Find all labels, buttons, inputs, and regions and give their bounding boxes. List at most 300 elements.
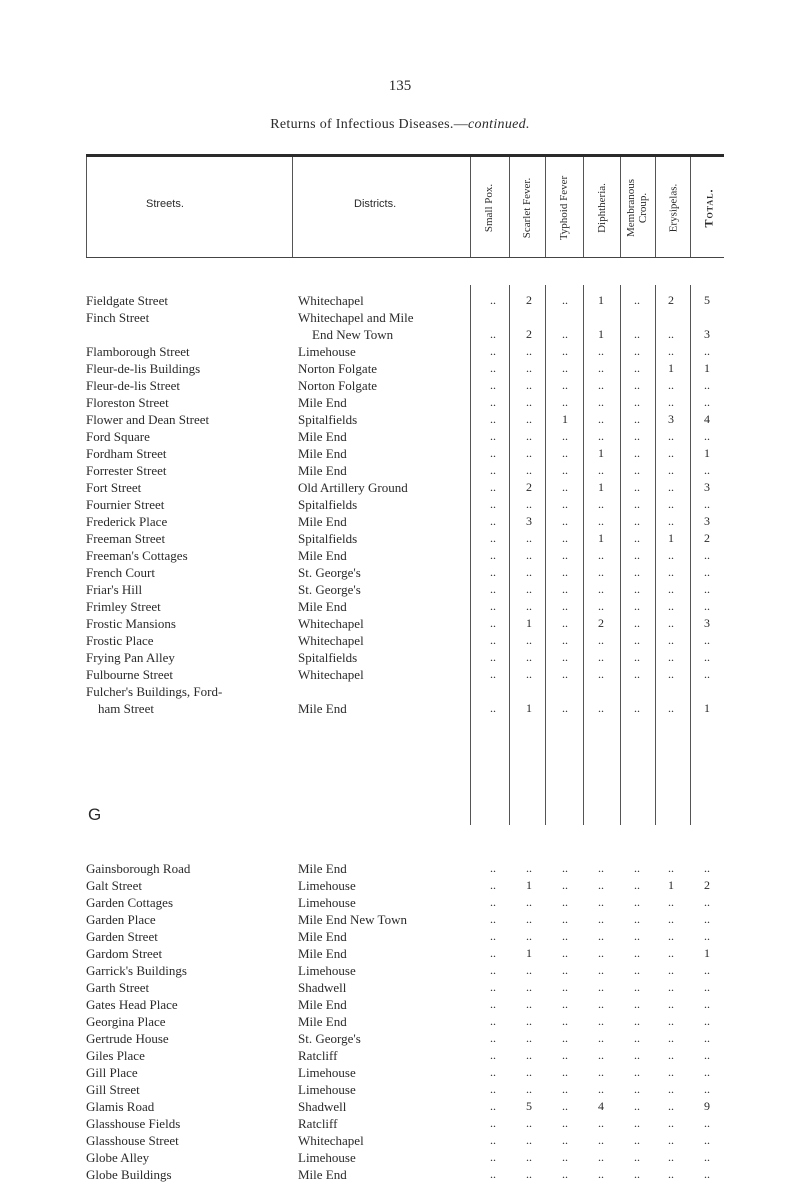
cell-membranous-croup: .. [634,861,640,875]
cell-typhoid-fever: 1 [562,412,568,426]
column-divider [583,157,584,257]
cell-typhoid-fever: .. [562,1167,568,1181]
cell-total: .. [704,1082,710,1096]
cell-erysipelas: .. [668,946,674,960]
cell-scarlet-fever: 2 [526,327,532,341]
cell-total: .. [704,1150,710,1164]
cell-small-pox: .. [490,912,496,926]
cell-typhoid-fever: .. [562,912,568,926]
table-row [86,513,726,530]
cell-diphtheria: .. [598,1031,604,1045]
cell-typhoid-fever: .. [562,565,568,579]
district-name: Limehouse [298,895,356,910]
district-name: Mile End [298,599,347,614]
cell-small-pox: .. [490,1150,496,1164]
cell-typhoid-fever: .. [562,378,568,392]
cell-scarlet-fever: .. [526,395,532,409]
cell-total: .. [704,548,710,562]
cell-membranous-croup: .. [634,929,640,943]
table-row [86,962,726,979]
table-row [86,581,726,598]
cell-typhoid-fever: .. [562,599,568,613]
cell-erysipelas: .. [668,912,674,926]
cell-small-pox: .. [490,293,496,307]
cell-diphtheria: .. [598,1167,604,1181]
cell-small-pox: .. [490,480,496,494]
column-divider [470,157,471,257]
district-name: Mile End [298,1167,347,1182]
cell-total: .. [704,861,710,875]
table-row [86,911,726,928]
cell-membranous-croup: .. [634,497,640,511]
cell-scarlet-fever: .. [526,929,532,943]
cell-scarlet-fever: .. [526,1014,532,1028]
table-row [86,564,726,581]
cell-erysipelas: .. [668,1082,674,1096]
table-row [86,666,726,683]
cell-erysipelas: .. [668,378,674,392]
cell-typhoid-fever: .. [562,1133,568,1147]
table-row [86,547,726,564]
district-name: Mile End [298,946,347,961]
cell-total: 2 [704,878,710,892]
cell-membranous-croup: .. [634,1065,640,1079]
cell-total: .. [704,895,710,909]
cell-typhoid-fever: .. [562,480,568,494]
cell-scarlet-fever: .. [526,429,532,443]
table-row [86,1064,726,1081]
street-name: Gardom Street [86,946,163,961]
cell-membranous-croup: .. [634,1031,640,1045]
page-number: 135 [388,78,412,94]
cell-small-pox: .. [490,378,496,392]
cell-erysipelas: .. [668,997,674,1011]
cell-total: .. [704,1048,710,1062]
cell-small-pox: .. [490,463,496,477]
cell-small-pox: .. [490,616,496,630]
cell-membranous-croup: .. [634,946,640,960]
cell-total: .. [704,463,710,477]
cell-small-pox: .. [490,446,496,460]
column-divider [509,157,510,257]
cell-membranous-croup: .. [634,582,640,596]
street-name: Frostic Place [86,633,154,648]
cell-membranous-croup: .. [634,293,640,307]
cell-typhoid-fever: .. [562,293,568,307]
cell-erysipelas: .. [668,963,674,977]
cell-typhoid-fever: .. [562,701,568,715]
cell-total: .. [704,1014,710,1028]
cell-diphtheria: .. [598,565,604,579]
cell-typhoid-fever: .. [562,446,568,460]
district-name: Mile End [298,861,347,876]
cell-total: .. [704,378,710,392]
cell-membranous-croup: .. [634,412,640,426]
cell-scarlet-fever: .. [526,963,532,977]
cell-small-pox: .. [490,650,496,664]
cell-small-pox: .. [490,327,496,341]
cell-total: 5 [704,293,710,307]
cell-total: 3 [704,327,710,341]
cell-small-pox: .. [490,878,496,892]
cell-typhoid-fever: .. [562,1082,568,1096]
table-row [86,1098,726,1115]
cell-typhoid-fever: .. [562,582,568,596]
cell-total: 4 [704,412,710,426]
cell-scarlet-fever: .. [526,997,532,1011]
street-name: Frederick Place [86,514,168,529]
column-divider [655,157,656,257]
cell-erysipelas: .. [668,1031,674,1045]
cell-small-pox: .. [490,946,496,960]
table-row [86,860,726,877]
cell-scarlet-fever: .. [526,1150,532,1164]
table-row [86,649,726,666]
cell-erysipelas: .. [668,480,674,494]
cell-small-pox: .. [490,412,496,426]
street-name: Georgina Place [86,1014,166,1029]
cell-typhoid-fever: .. [562,1014,568,1028]
cell-total: 2 [704,531,710,545]
street-name: Frimley Street [86,599,161,614]
header-streets: Streets. [146,198,184,210]
cell-erysipelas: .. [668,446,674,460]
cell-small-pox: .. [490,582,496,596]
district-name: Limehouse [298,1082,356,1097]
cell-membranous-croup: .. [634,895,640,909]
table-row [86,979,726,996]
cell-scarlet-fever: .. [526,1116,532,1130]
header-typhoid-fever: Typhoid Fever [558,175,570,240]
street-name: Friar's Hill [86,582,143,597]
cell-membranous-croup: .. [634,514,640,528]
cell-erysipelas: .. [668,633,674,647]
cell-erysipelas: .. [668,514,674,528]
cell-scarlet-fever: 2 [526,293,532,307]
district-name: Mile End [298,429,347,444]
cell-membranous-croup: .. [634,1082,640,1096]
table-row [86,343,726,360]
column-divider [545,157,546,257]
caption-continued: continued. [468,117,530,132]
cell-typhoid-fever: .. [562,344,568,358]
street-name: Glamis Road [86,1099,155,1114]
cell-erysipelas: .. [668,650,674,664]
cell-membranous-croup: .. [634,650,640,664]
district-name: Mile End [298,514,347,529]
table-row [86,894,726,911]
street-name: Fournier Street [86,497,165,512]
table-row [86,1149,726,1166]
cell-typhoid-fever: .. [562,1031,568,1045]
district-name: Whitechapel [298,293,364,308]
district-name: St. George's [298,1031,361,1046]
header-scarlet-fever: Scarlet Fever. [521,177,534,238]
cell-total: .. [704,582,710,596]
cell-erysipelas: .. [668,861,674,875]
table-row [86,394,726,411]
cell-typhoid-fever: .. [562,514,568,528]
cell-scarlet-fever: .. [526,912,532,926]
cell-membranous-croup: .. [634,878,640,892]
cell-diphtheria: .. [598,633,604,647]
cell-typhoid-fever: .. [562,1065,568,1079]
cell-small-pox: .. [490,429,496,443]
cell-erysipelas: .. [668,616,674,630]
cell-erysipelas: .. [668,929,674,943]
cell-diphtheria: .. [598,378,604,392]
cell-erysipelas: .. [668,1099,674,1113]
cell-typhoid-fever: .. [562,548,568,562]
street-name: Frostic Mansions [86,616,176,631]
street-name: Forrester Street [86,463,167,478]
header-small-pox: Small Pox. [483,183,496,232]
cell-diphtheria: .. [598,1048,604,1062]
district-name: Limehouse [298,963,356,978]
district-name: Ratcliff [298,1116,338,1131]
cell-erysipelas: .. [668,582,674,596]
column-divider [86,157,87,257]
cell-erysipelas: 1 [668,878,674,892]
street-name: Fulbourne Street [86,667,174,682]
cell-total: .. [704,497,710,511]
cell-total: 3 [704,514,710,528]
street-name: Gates Head Place [86,997,178,1012]
cell-erysipelas: .. [668,599,674,613]
header-bottom-rule [86,257,724,258]
header-total: Total. [702,187,716,228]
street-name: Gertrude House [86,1031,169,1046]
cell-membranous-croup: .. [634,1167,640,1181]
cell-typhoid-fever: .. [562,997,568,1011]
cell-diphtheria: .. [598,412,604,426]
cell-typhoid-fever: .. [562,463,568,477]
cell-diphtheria: .. [598,997,604,1011]
cell-erysipelas: .. [668,1048,674,1062]
cell-membranous-croup: .. [634,616,640,630]
cell-scarlet-fever: .. [526,1065,532,1079]
cell-membranous-croup: .. [634,395,640,409]
cell-membranous-croup: .. [634,378,640,392]
cell-erysipelas: .. [668,895,674,909]
cell-diphtheria: .. [598,514,604,528]
district-name: Ratcliff [298,1048,338,1063]
cell-membranous-croup: .. [634,548,640,562]
cell-total: 1 [704,701,710,715]
table-row [86,1030,726,1047]
cell-membranous-croup: .. [634,912,640,926]
cell-total: .. [704,912,710,926]
cell-erysipelas: 2 [668,293,674,307]
cell-small-pox: .. [490,1167,496,1181]
cell-diphtheria: .. [598,599,604,613]
cell-total: .. [704,997,710,1011]
cell-scarlet-fever: 1 [526,878,532,892]
cell-diphtheria: .. [598,548,604,562]
cell-diphtheria: 1 [598,531,604,545]
cell-small-pox: .. [490,895,496,909]
cell-scarlet-fever: .. [526,667,532,681]
table-row [86,496,726,513]
street-name: Fleur-de-lis Buildings [86,361,201,376]
cell-small-pox: .. [490,963,496,977]
cell-scarlet-fever: 1 [526,701,532,715]
street-name: Flamborough Street [86,344,190,359]
cell-diphtheria: .. [598,946,604,960]
cell-scarlet-fever: .. [526,1082,532,1096]
district-name: Mile End [298,446,347,461]
cell-typhoid-fever: .. [562,650,568,664]
table-row [86,428,726,445]
cell-diphtheria: 2 [598,616,604,630]
street-name: Finch Street [86,310,150,325]
district-name: St. George's [298,582,361,597]
cell-total: .. [704,667,710,681]
cell-diphtheria: .. [598,963,604,977]
street-name: Garrick's Buildings [86,963,187,978]
table-row [86,1081,726,1098]
cell-total: 1 [704,946,710,960]
cell-small-pox: .. [490,633,496,647]
cell-scarlet-fever: .. [526,633,532,647]
street-name: Galt Street [86,878,142,893]
district-name: Whitechapel and Mile [298,310,414,325]
cell-diphtheria: .. [598,361,604,375]
cell-total: 1 [704,361,710,375]
cell-small-pox: .. [490,361,496,375]
street-name: Garden Cottages [86,895,174,910]
cell-membranous-croup: .. [634,344,640,358]
cell-erysipelas: .. [668,667,674,681]
header-erysipelas: Erysipelas. [667,183,680,232]
cell-scarlet-fever: .. [526,861,532,875]
street-name: Garth Street [86,980,150,995]
table-row [86,479,726,496]
cell-typhoid-fever: .. [562,395,568,409]
cell-erysipelas: .. [668,497,674,511]
cell-total: .. [704,599,710,613]
section-g-rows [86,860,726,1183]
street-name: Glasshouse Fields [86,1116,181,1131]
cell-membranous-croup: .. [634,480,640,494]
cell-membranous-croup: .. [634,1014,640,1028]
cell-small-pox: .. [490,1048,496,1062]
cell-typhoid-fever: .. [562,861,568,875]
cell-typhoid-fever: .. [562,1150,568,1164]
cell-scarlet-fever: .. [526,650,532,664]
cell-erysipelas: .. [668,344,674,358]
district-name: Spitalfields [298,412,358,427]
column-divider [620,157,621,257]
cell-membranous-croup: .. [634,463,640,477]
street-name: Ford Square [86,429,150,444]
cell-erysipelas: .. [668,395,674,409]
cell-membranous-croup: .. [634,1133,640,1147]
district-name: Whitechapel [298,1133,364,1148]
cell-scarlet-fever: .. [526,344,532,358]
cell-typhoid-fever: .. [562,963,568,977]
cell-membranous-croup: .. [634,327,640,341]
cell-small-pox: .. [490,1014,496,1028]
cell-diphtheria: .. [598,912,604,926]
cell-small-pox: .. [490,1133,496,1147]
table-caption [0,117,800,133]
cell-total: .. [704,980,710,994]
cell-scarlet-fever: .. [526,895,532,909]
cell-scarlet-fever: .. [526,463,532,477]
cell-typhoid-fever: .. [562,531,568,545]
table-row [86,945,726,962]
street-name: Freeman Street [86,531,166,546]
street-name: Globe Alley [86,1150,150,1165]
cell-scarlet-fever: .. [526,548,532,562]
street-name: Fulcher's Buildings, Ford- [86,684,223,699]
cell-membranous-croup: .. [634,531,640,545]
header-membranous-croup: Membranous Croup. [625,178,650,237]
cell-diphtheria: .. [598,1082,604,1096]
cell-diphtheria: .. [598,582,604,596]
street-name: Gainsborough Road [86,861,191,876]
street-name: Gill Street [86,1082,140,1097]
cell-diphtheria: .. [598,878,604,892]
cell-membranous-croup: .. [634,1150,640,1164]
cell-membranous-croup: .. [634,361,640,375]
cell-diphtheria: 1 [598,446,604,460]
table-row [86,928,726,945]
cell-small-pox: .. [490,1082,496,1096]
district-name: Limehouse [298,1065,356,1080]
street-name: Giles Place [86,1048,145,1063]
cell-erysipelas: .. [668,463,674,477]
cell-scarlet-fever: .. [526,1133,532,1147]
district-name: St. George's [298,565,361,580]
cell-typhoid-fever: .. [562,361,568,375]
table-row [86,877,726,894]
table-row [86,1115,726,1132]
district-name: Mile End New Town [298,912,407,927]
cell-erysipelas: .. [668,548,674,562]
street-name: Frying Pan Alley [86,650,175,665]
cell-diphtheria: .. [598,667,604,681]
cell-typhoid-fever: .. [562,929,568,943]
cell-typhoid-fever: .. [562,633,568,647]
header-districts: Districts. [354,198,397,210]
cell-scarlet-fever: .. [526,531,532,545]
cell-erysipelas: .. [668,327,674,341]
table-row [86,598,726,615]
cell-diphtheria: 1 [598,480,604,494]
table-row [86,1013,726,1030]
district-name: Whitechapel [298,667,364,682]
table-row [86,292,726,309]
table-top-rule [86,154,724,157]
cell-total: .. [704,344,710,358]
cell-typhoid-fever: .. [562,667,568,681]
table-row [86,377,726,394]
table-row [86,1132,726,1149]
cell-diphtheria: .. [598,1150,604,1164]
cell-diphtheria: .. [598,980,604,994]
cell-total: 3 [704,480,710,494]
cell-membranous-croup: .. [634,701,640,715]
cell-diphtheria: .. [598,929,604,943]
section-letter-g: G [88,805,102,824]
table-row [86,411,726,428]
street-name: French Court [86,565,155,580]
cell-small-pox: .. [490,1031,496,1045]
district-name: Norton Folgate [298,378,378,393]
cell-total: 3 [704,616,710,630]
